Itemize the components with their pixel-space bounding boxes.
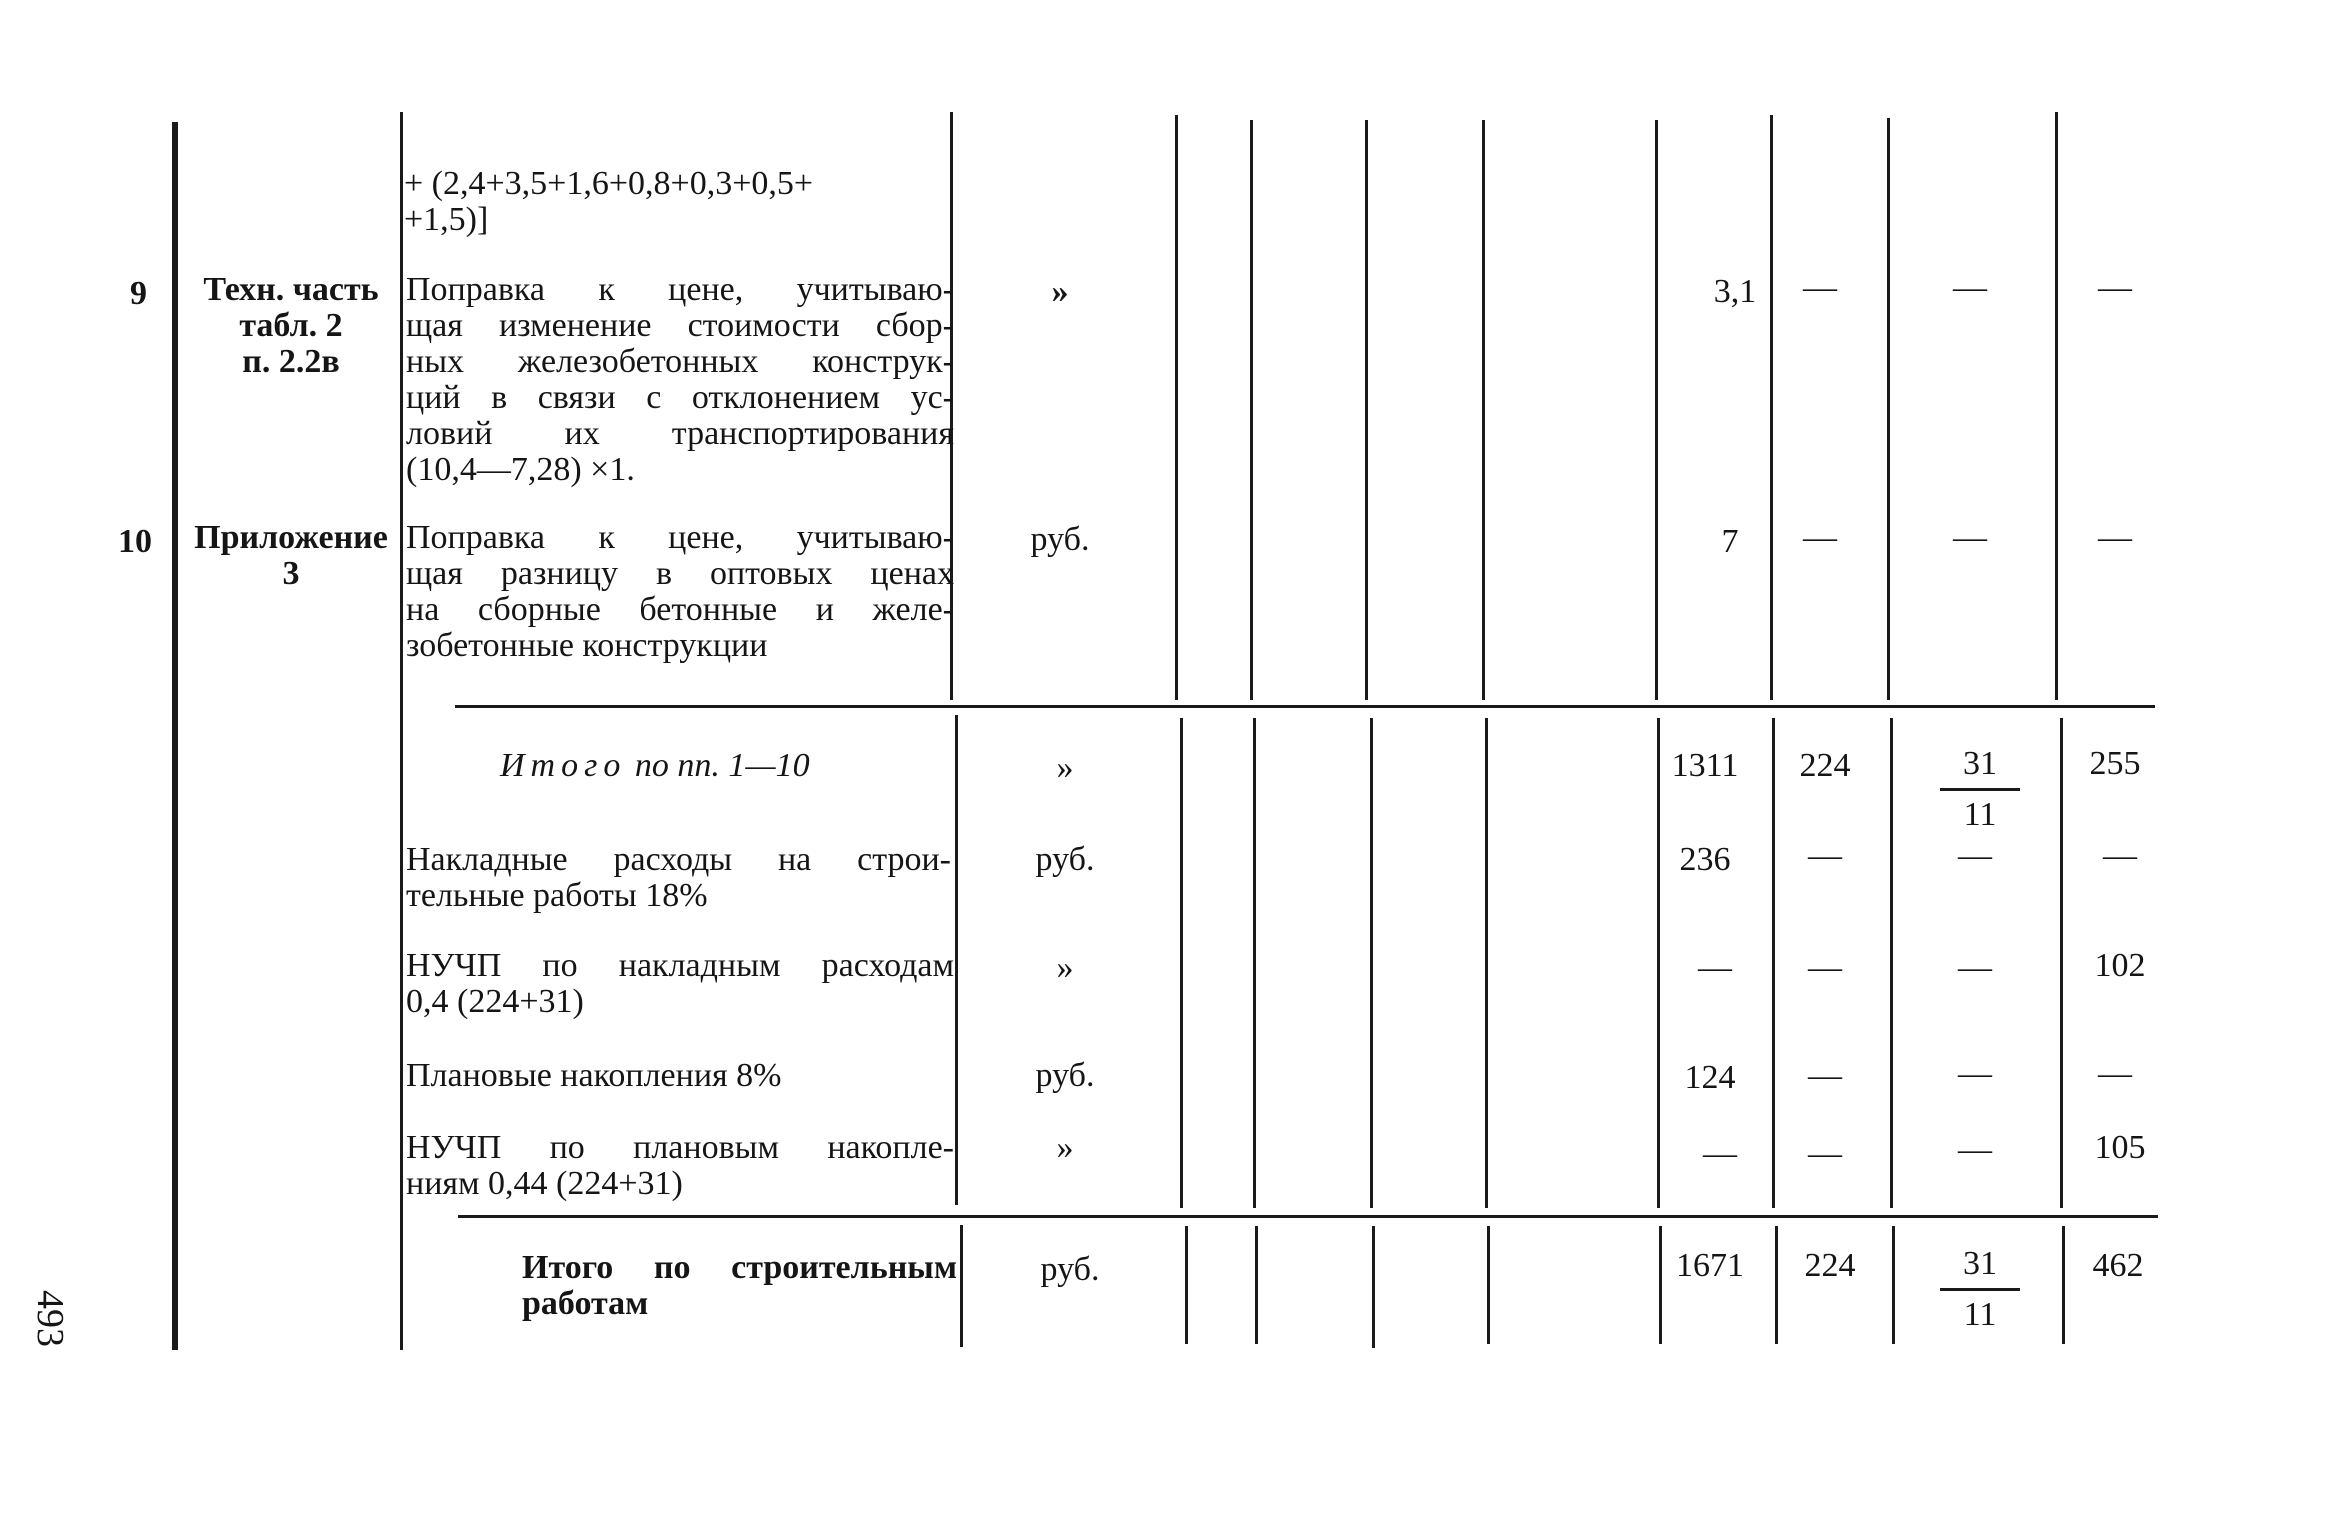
desc-line: Поправка к цене, учитываю- <box>406 271 954 308</box>
fraction-bar <box>1940 788 2020 791</box>
desc-line: ниям 0,44 (224+31) <box>406 1165 683 1202</box>
reference-line: 3 <box>282 555 300 592</box>
col-line-v3 <box>1887 118 1890 700</box>
value-4: — <box>2098 519 2132 556</box>
col-line-v1c <box>1659 1226 1662 1344</box>
unit-cell: » <box>1056 949 1074 986</box>
fraction-bottom: 11 <box>1963 1296 1997 1333</box>
col-line-a <box>1175 115 1178 700</box>
desc-line: щая изменение стоимости сбор- <box>406 307 954 344</box>
value-4: — <box>2098 269 2132 306</box>
col-line-c <box>1365 120 1368 700</box>
value-2: — <box>1803 519 1837 556</box>
separator-line-2 <box>458 1215 2158 1218</box>
col-line-b <box>1250 120 1253 700</box>
desc-line: (10,4—7,28) ×1. <box>406 451 635 488</box>
col-line-b2 <box>1253 718 1256 1208</box>
value-4: 462 <box>2092 1247 2144 1284</box>
value-2: — <box>1808 837 1842 874</box>
col-line-v1b <box>1657 718 1660 1208</box>
desc-line: Накладные расходы на строи- <box>406 841 951 878</box>
left-border-line <box>172 122 178 1350</box>
value-3: — <box>1958 1131 1992 1168</box>
value-3-fraction <box>1940 746 2020 833</box>
row-number: 9 <box>130 275 147 312</box>
desc-line: Поправка к цене, учитываю- <box>406 519 954 556</box>
col-line-d3 <box>1487 1226 1490 1344</box>
col-line-v2c <box>1775 1226 1778 1344</box>
value-3: — <box>1953 269 1987 306</box>
unit-cell: руб. <box>1040 1251 1100 1288</box>
overhead-nuchp-description <box>406 948 954 1020</box>
desc-line: НУЧП по плановым накопле- <box>406 1129 954 1166</box>
desc-line: ций в связи с отклонением ус- <box>406 379 954 416</box>
col-line-d <box>1482 120 1485 700</box>
value-2: — <box>1803 269 1837 306</box>
value-4: — <box>2103 837 2137 874</box>
col-line-v2 <box>1770 115 1773 700</box>
formula-line-2: +1,5)] <box>404 201 489 238</box>
value-3: — <box>1958 949 1992 986</box>
overhead-description <box>406 842 951 914</box>
value-4: 255 <box>2089 745 2141 782</box>
planned-nuchp-description <box>406 1130 954 1202</box>
col-line-v1 <box>1655 120 1658 700</box>
desc-line: Итого по строительным <box>522 1249 957 1286</box>
value-1: 7 <box>1721 523 1739 560</box>
unit-cell: руб. <box>1035 841 1095 878</box>
reference-line: Приложение <box>194 519 388 556</box>
value-1: 236 <box>1679 841 1731 878</box>
row-number: 10 <box>118 523 152 560</box>
value-2: — <box>1808 1057 1842 1094</box>
col-line-d2 <box>1485 718 1488 1208</box>
value-4: 102 <box>2094 947 2146 984</box>
row-description <box>406 272 954 488</box>
value-1: 1671 <box>1676 1247 1744 1284</box>
value-3: — <box>1953 519 1987 556</box>
fraction-top: 31 <box>1963 745 1997 782</box>
col-line-a2 <box>1180 718 1183 1208</box>
value-3: — <box>1958 837 1992 874</box>
col-line-c3 <box>1372 1226 1375 1348</box>
unit-cell: руб. <box>1035 1057 1095 1094</box>
value-4: 105 <box>2094 1129 2146 1166</box>
col-line-v4b <box>2060 718 2063 1208</box>
value-1: 3,1 <box>1713 273 1757 310</box>
desc-line: ловий их транспортирования <box>406 415 954 452</box>
unit-cell: » <box>1056 1129 1074 1166</box>
fraction-bar <box>1940 1288 2020 1291</box>
value-3: — <box>1958 1055 1992 1092</box>
value-2: — <box>1808 949 1842 986</box>
value-1: 1311 <box>1671 747 1739 784</box>
value-1: — <box>1703 1135 1737 1172</box>
subtotal-word: Итого <box>500 747 627 784</box>
unit-left-line-lower <box>955 715 958 1205</box>
unit-cell: » <box>1056 749 1074 786</box>
value-2: 224 <box>1799 747 1851 784</box>
row-description <box>406 520 954 664</box>
desc-line: ных железобетонных конструк- <box>406 343 954 380</box>
col-line-v3c <box>1892 1226 1895 1344</box>
reference-cell <box>185 520 397 592</box>
col-line-c2 <box>1370 718 1373 1208</box>
fraction-top: 31 <box>1963 1245 1997 1282</box>
subtotal-range: по пп. 1—10 <box>634 747 810 784</box>
reference-line: п. 2.2в <box>242 343 340 380</box>
reference-line: табл. 2 <box>239 307 343 344</box>
fraction-bottom: 11 <box>1963 796 1997 833</box>
desc-line: работам <box>522 1285 649 1322</box>
desc-line: Плановые накопления 8% <box>406 1057 782 1094</box>
desc-left-line <box>400 112 403 1350</box>
page-number: 493 <box>29 1290 71 1347</box>
desc-line: НУЧП по накладным расходам <box>406 947 954 984</box>
subtotal-label <box>500 748 810 784</box>
desc-line: на сборные бетонные и желе- <box>406 591 954 628</box>
col-line-v3b <box>1890 718 1893 1208</box>
grand-total-description <box>522 1250 957 1322</box>
unit-cell: » <box>1051 273 1069 310</box>
reference-line: Техн. часть <box>203 271 379 308</box>
value-1: 124 <box>1684 1059 1736 1096</box>
desc-line: 0,4 (224+31) <box>406 983 584 1020</box>
planned-savings-description <box>406 1058 954 1094</box>
value-2: 224 <box>1804 1247 1856 1284</box>
col-line-b3 <box>1255 1226 1258 1344</box>
desc-line: щая разницу в оптовых ценах <box>406 555 954 592</box>
unit-cell: руб. <box>1030 521 1090 558</box>
reference-cell <box>185 272 397 380</box>
value-4: — <box>2098 1055 2132 1092</box>
col-line-a3 <box>1185 1226 1188 1344</box>
value-2: — <box>1808 1135 1842 1172</box>
formula-line-1: + (2,4+3,5+1,6+0,8+0,3+0,5+ <box>404 165 814 202</box>
col-line-v4c <box>2062 1226 2065 1344</box>
value-3-fraction <box>1940 1246 2020 1333</box>
unit-left-line-bottom <box>960 1225 963 1347</box>
value-1: — <box>1698 949 1732 986</box>
col-line-v2b <box>1772 718 1775 1208</box>
separator-line-1 <box>455 705 2155 708</box>
col-line-v4 <box>2055 112 2058 700</box>
desc-line: тельные работы 18% <box>406 877 708 914</box>
desc-line: зобетонные конструкции <box>406 627 768 664</box>
